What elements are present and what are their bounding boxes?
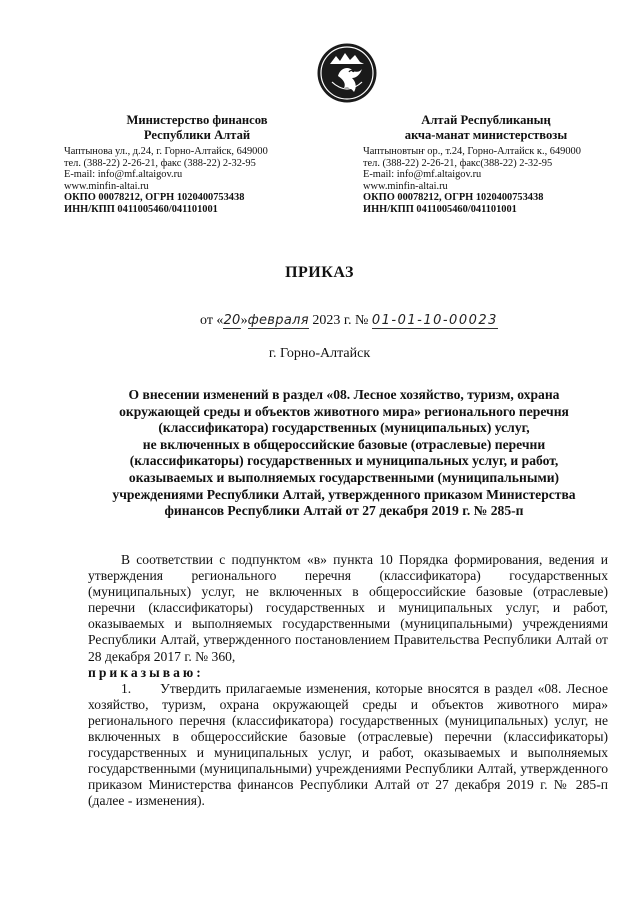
left-org-address: Чаптынова ул., д.24, г. Горно-Алтайск, 649000 bbox=[64, 146, 268, 157]
date-year-text: 2023 г. № bbox=[308, 313, 372, 328]
right-org-email: E-mail: info@mf.altaigov.ru bbox=[363, 169, 482, 181]
document-title: ПРИКАЗ bbox=[285, 264, 354, 281]
left-org-email: E-mail: info@mf.altaigov.ru bbox=[64, 169, 183, 181]
order-body bbox=[88, 552, 612, 810]
place-of-issue: г. Горно-Алтайск bbox=[268, 346, 371, 361]
order-item-1: 1. Утвердить прилагаемые изменения, которые вносятся в раздел «08. Лесное хозяйство, туризм, охрана окружающей среды и объектов животного мира» регионального перечня (классификатора) государственных (муниципальных) услуг, не включенных в общероссийские базовые (отраслевые) перечни (классификаторы) государственных и муниципальных услуг, и работ, оказываемых и выполняемых государственными (муниципальными) учреждениями Республики Алтай, утвержденного приказом Министерства финансов Республики Алтай от 27 декабря 2019 г. № 285-п (далее - изменения). bbox=[88, 680, 612, 809]
order-directive-word: приказываю: bbox=[88, 664, 204, 680]
subject-line: (классификатора) государственных (муниципальных) услуг, bbox=[158, 420, 530, 436]
subject-line: оказываемых и выполняемых государственными (муниципальными) bbox=[128, 469, 560, 485]
left-org-contacts bbox=[64, 146, 268, 216]
preamble-paragraph: В соответствии с подпунктом «в» пункта 10 Порядка формирования, ведения и утверждения регионального перечня (классификатора) государственных (муниципальных) услуг, не включенных в общероссийские базовые (отраслевые) перечни (классификаторы) государственных и муниципальных услуг, и работ, оказываемых и выполняемых государственными (муниципальными) учреждениями Республики Алтай, утвержденного постановлением Правительства Республики Алтай от 28 декабря 2017 г. № 360, bbox=[88, 552, 608, 664]
subject-line: О внесении изменений в раздел «08. Лесное хозяйство, туризм, охрана bbox=[128, 387, 560, 402]
right-org-phone: тел. (388-22) 2-26-21, факс(388-22) 2-32-95 bbox=[363, 157, 553, 169]
left-org-website: www.minfin-altai.ru bbox=[64, 180, 149, 192]
order-subject-heading bbox=[84, 387, 604, 520]
right-org-title-line2: акча-манат министерствозы bbox=[404, 128, 568, 142]
left-org-title-line1: Министерство финансов bbox=[126, 113, 268, 127]
date-quote-close: » bbox=[240, 313, 248, 328]
subject-line: окружающей среды и объектов животного мира» регионального перечня bbox=[119, 403, 569, 419]
left-org-inn: ИНН/КПП 0411005460/041101001 bbox=[64, 203, 218, 215]
left-org-phone: тел. (388-22) 2-26-21, факс (388-22) 2-32-95 bbox=[64, 157, 256, 169]
handwritten-month: февраля bbox=[247, 313, 309, 328]
left-org-okpo: ОКПО 00078212, ОГРН 1020400753438 bbox=[64, 192, 245, 204]
subject-line: учреждениями Республики Алтай, утвержденного приказом Министерства bbox=[112, 486, 576, 502]
republic-of-altai-emblem-icon bbox=[316, 42, 378, 104]
right-org-title-line1: Алтай Республиканың bbox=[421, 113, 551, 127]
subject-line: финансов Республики Алтай от 27 декабря 2019 г. № 285-п bbox=[164, 503, 524, 519]
right-org-inn: ИНН/КПП 0411005460/041101001 bbox=[363, 203, 517, 215]
right-org-okpo: ОКПО 00078212, ОГРН 1020400753438 bbox=[363, 192, 544, 204]
right-org-contacts bbox=[363, 146, 581, 216]
subject-line: (классификаторы) государственных и муниципальных услуг, и работ, bbox=[129, 453, 559, 469]
date-prefix: от « bbox=[200, 313, 224, 328]
handwritten-order-number: 01-01-10-00023 bbox=[371, 313, 498, 328]
subject-line: не включенных в общероссийские базовые (отраслевые) перечни bbox=[142, 436, 546, 452]
right-org-website: www.minfin-altai.ru bbox=[363, 180, 448, 192]
left-org-title bbox=[92, 113, 302, 143]
order-date-number-line bbox=[200, 313, 498, 329]
right-org-address: Чаптыновтыҥ ор., т.24, Горно-Алтайск к., 649000 bbox=[363, 146, 581, 157]
left-org-title-line2: Республики Алтай bbox=[143, 128, 251, 142]
right-org-title bbox=[362, 113, 610, 143]
handwritten-day: 20 bbox=[223, 313, 241, 328]
